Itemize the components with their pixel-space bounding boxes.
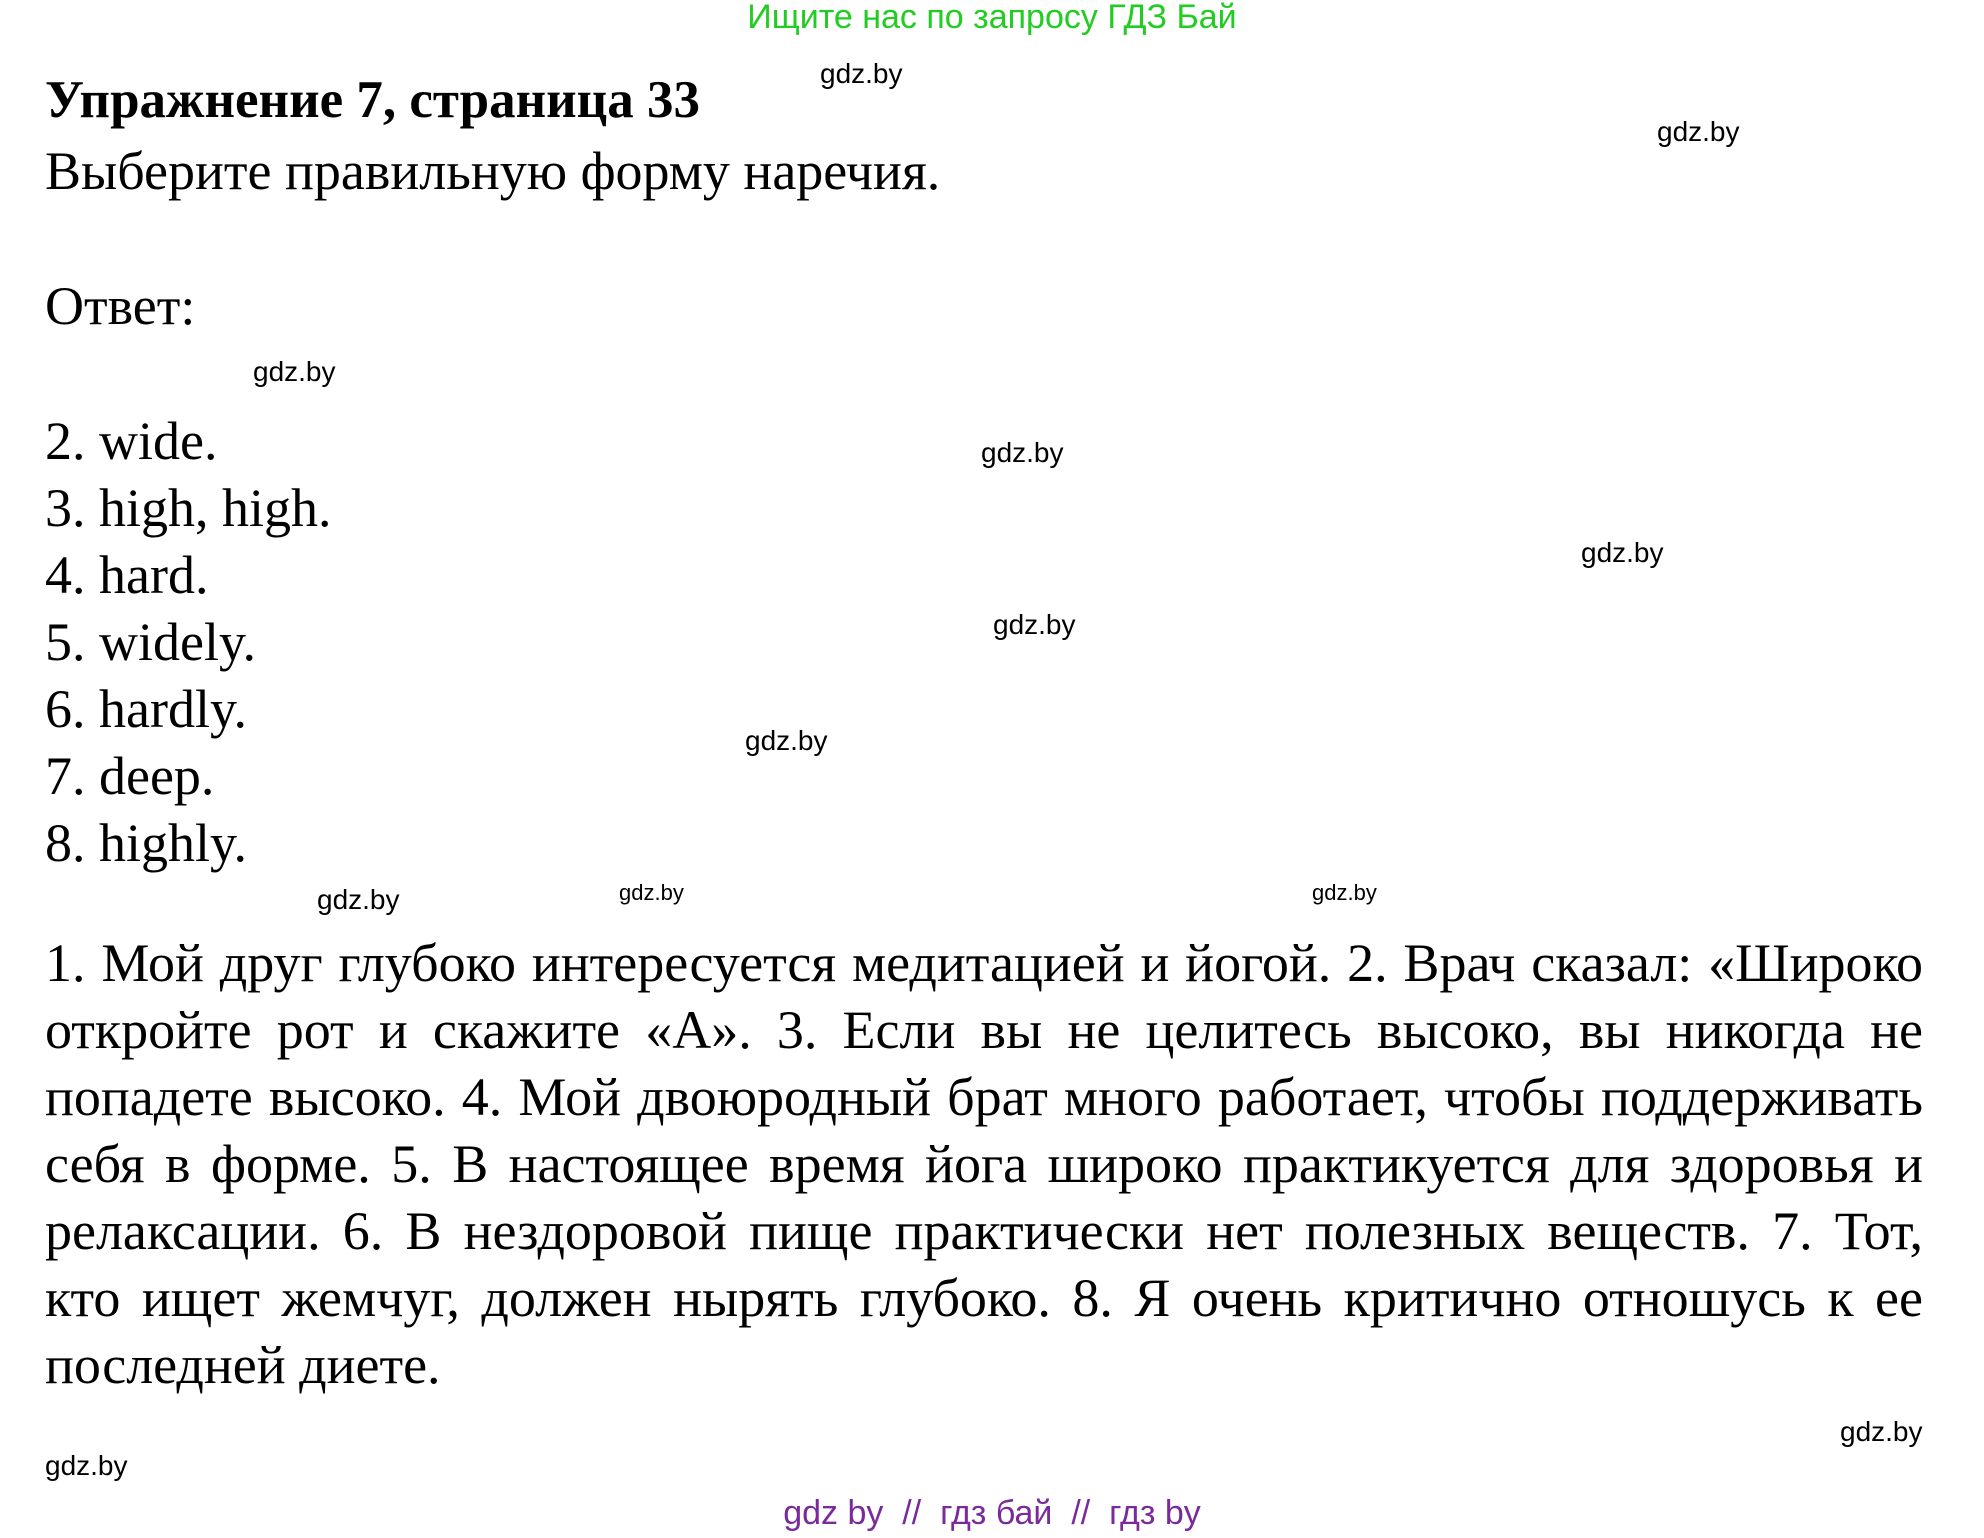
footer-links[interactable]: gdz by // гдз бай // гдз by [783, 1494, 1201, 1532]
answer-item: 7. deep. [45, 746, 215, 806]
watermark: gdz.by [45, 1450, 128, 1481]
watermark: gdz.by [619, 880, 684, 905]
page-title: Упражнение 7, страница 33 [45, 71, 700, 129]
instruction: Выберите правильную форму наречия. [45, 141, 941, 201]
watermark: gdz.by [1657, 116, 1740, 147]
watermark: gdz.by [317, 884, 400, 915]
translation-paragraph: 1. Мой друг глубоко интересуется медитацией и йогой. 2. Врач сказал: «Широко откройте рот и скажите «А». 3. Если вы не целитесь высоко, вы никогда не попадете высоко. 4. Мой двоюродный брат много работает, чтобы поддерживать себя в форме. 5. В настоящее время йога широко практикуется для здоровья и релаксации. 6. В нездоровой пище практически нет полезных веществ. 7. Тот, кто ищет жемчуг, должен нырять глубоко. 8. Я очень критично отношусь к ее последней диете. [45, 933, 1923, 1395]
answer-item: 5. widely. [45, 612, 256, 672]
watermark: gdz.by [745, 725, 828, 756]
answer-item: 4. hard. [45, 545, 209, 605]
answer-item: 6. hardly. [45, 679, 247, 739]
answer-item: 2. wide. [45, 411, 218, 471]
watermark: gdz.by [1581, 537, 1664, 568]
watermark: gdz.by [1840, 1416, 1923, 1447]
answer-item: 8. highly. [45, 813, 247, 873]
watermark: gdz.by [1312, 880, 1377, 905]
watermark: gdz.by [981, 437, 1064, 468]
watermark: gdz.by [820, 58, 903, 89]
answer-list [45, 408, 332, 877]
answer-label: Ответ: [45, 276, 196, 336]
answer-item: 3. high, high. [45, 478, 332, 538]
watermark: gdz.by [253, 356, 336, 387]
watermark: gdz.by [993, 609, 1076, 640]
top-banner[interactable]: Ищите нас по запросу ГДЗ Бай [747, 0, 1237, 36]
